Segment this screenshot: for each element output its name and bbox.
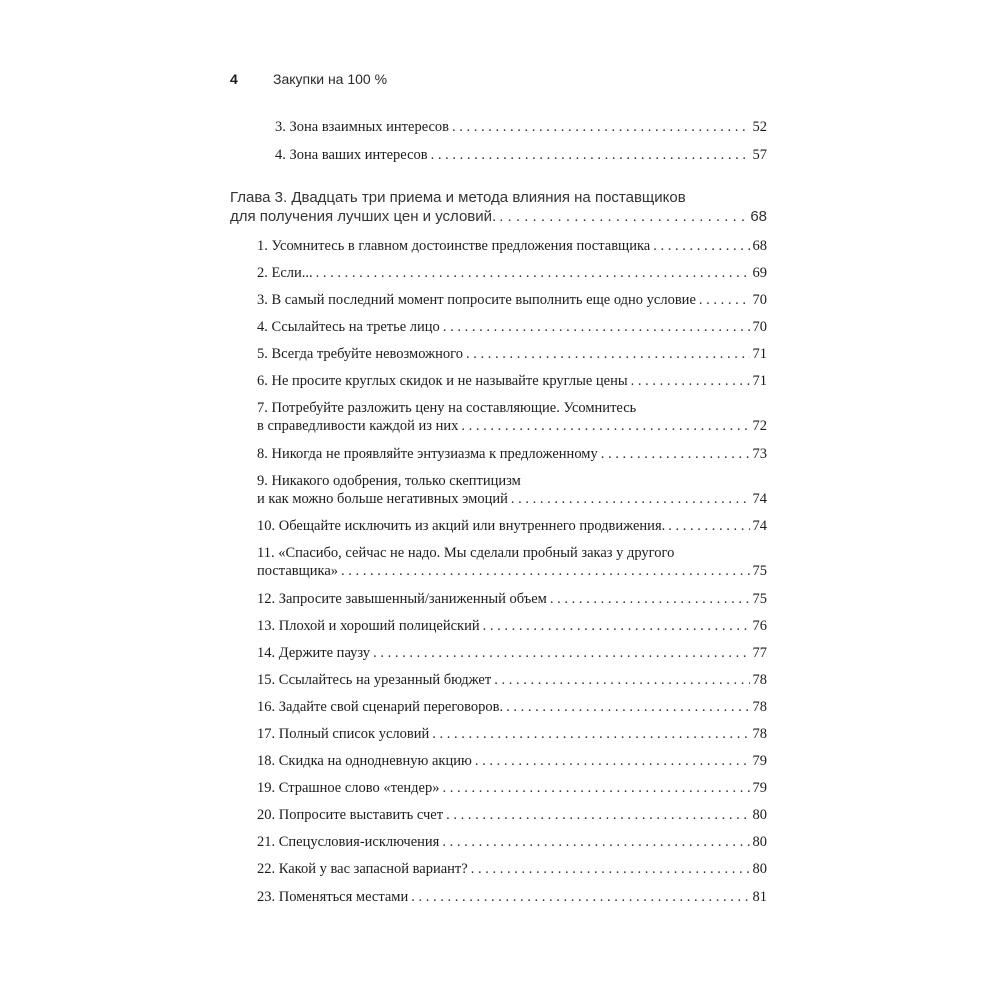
toc-entry-page: 77 [752, 645, 767, 661]
dot-leader [506, 698, 749, 716]
toc-entry [257, 644, 767, 662]
dot-leader [631, 372, 750, 390]
toc-entry [257, 888, 767, 906]
toc-entry [257, 698, 767, 716]
toc-entry-line [257, 472, 521, 490]
dot-leader [483, 617, 750, 635]
toc-entry [257, 417, 767, 435]
dot-leader [341, 562, 749, 580]
toc-entry [257, 617, 767, 635]
toc-entry-title: 13. Плохой и хороший полицейский [257, 618, 480, 634]
toc-entry-page: 76 [752, 618, 767, 634]
dot-leader [431, 146, 750, 164]
toc-entry-title: в справедливости каждой из них [257, 418, 459, 434]
dot-leader [601, 445, 750, 463]
toc-entry-page: 74 [752, 518, 767, 534]
chapter-title-line [230, 189, 686, 207]
page-number: 4 [230, 71, 238, 87]
toc-entry [275, 118, 767, 136]
dot-leader [466, 345, 750, 363]
toc-entry-page: 74 [752, 491, 767, 507]
toc-entry-page: 57 [752, 147, 767, 163]
toc-entry-page: 80 [752, 861, 767, 877]
toc-entry-page: 70 [752, 319, 767, 335]
toc-entry-title: 2. Если... [257, 265, 313, 281]
toc-entry-title: 3. В самый последний момент попросите выполнить еще одно условие [257, 292, 696, 308]
dot-leader [668, 517, 749, 535]
running-title: Закупки на 100 % [273, 71, 388, 87]
toc-entry [257, 372, 767, 390]
toc-entry-title: поставщика» [257, 563, 339, 579]
toc-entry-line [257, 544, 674, 562]
toc-entry [257, 237, 767, 255]
dot-leader [699, 291, 750, 309]
toc-entry-title: 14. Держите паузу [257, 645, 371, 661]
dot-leader [471, 860, 750, 878]
toc-entry-page: 73 [752, 446, 767, 462]
dot-leader [442, 833, 749, 851]
toc-entry-page: 70 [752, 292, 767, 308]
toc-entry-title: 8. Никогда не проявляйте энтузиазма к предложенному [257, 446, 598, 462]
toc-entry-title: 23. Поменяться местами [257, 889, 409, 905]
dot-leader [653, 237, 749, 255]
toc-entry-page: 80 [752, 807, 767, 823]
dot-leader [432, 725, 749, 743]
toc-entry-page: 75 [752, 563, 767, 579]
toc-entry [257, 264, 767, 282]
dot-leader [411, 888, 749, 906]
toc-entry-title: 19. Страшное слово «тендер» [257, 780, 440, 796]
toc-entry [257, 671, 767, 689]
toc-entry-title: 12. Запросите завышенный/заниженный объем [257, 591, 547, 607]
toc-entry-title: 17. Полный список условий [257, 726, 430, 742]
dot-leader [316, 264, 750, 282]
toc-entry [257, 806, 767, 824]
toc-entry-page: 68 [750, 208, 767, 225]
toc-entry-page: 71 [752, 373, 767, 389]
toc-entry [257, 345, 767, 363]
toc-entry-page: 78 [752, 726, 767, 742]
dot-leader [446, 806, 749, 824]
dot-leader [373, 644, 749, 662]
toc-entry-title: 6. Не просите круглых скидок и не называйте круглые цены [257, 373, 628, 389]
toc-entry [257, 445, 767, 463]
toc-entry-page: 78 [752, 699, 767, 715]
toc-entry-title: 9. Никакого одобрения, только скептицизм [257, 473, 521, 489]
toc-entry-page: 71 [752, 346, 767, 362]
toc-entry-title: 4. Зона ваших интересов [275, 147, 428, 163]
toc-entry-page: 68 [752, 238, 767, 254]
toc-entry-title: 21. Спецусловия-исключения [257, 834, 440, 850]
dot-leader [461, 417, 749, 435]
toc-entry [257, 490, 767, 508]
toc-entry [257, 860, 767, 878]
toc-entry [257, 590, 767, 608]
toc-entry-page: 81 [752, 889, 767, 905]
dot-leader [550, 590, 750, 608]
toc-entry-page: 75 [752, 591, 767, 607]
toc-entry-page: 79 [752, 780, 767, 796]
toc-entry-page: 52 [752, 119, 767, 135]
toc-entry [257, 517, 767, 535]
dot-leader [475, 752, 750, 770]
dot-leader [443, 318, 750, 336]
toc-entry-title: 5. Всегда требуйте невозможного [257, 346, 463, 362]
toc-entry-title: 22. Какой у вас запасной вариант? [257, 861, 468, 877]
toc-entry-title: и как можно больше негативных эмоций [257, 491, 508, 507]
dot-leader [511, 490, 750, 508]
toc-entry [257, 725, 767, 743]
toc-entry-line [257, 399, 636, 417]
toc-entry-title: 15. Ссылайтесь на урезанный бюджет [257, 672, 492, 688]
toc-entry [257, 833, 767, 851]
toc-entry-page: 69 [752, 265, 767, 281]
dot-leader [499, 208, 747, 226]
toc-entry [275, 146, 767, 164]
dot-leader [494, 671, 749, 689]
toc-entry [257, 318, 767, 336]
toc-entry [257, 562, 767, 580]
toc-entry [257, 779, 767, 797]
chapter-title [230, 208, 767, 226]
toc-entry-title: 1. Усомнитесь в главном достоинстве предложения поставщика [257, 238, 651, 254]
toc-entry [257, 752, 767, 770]
toc-entry-page: 80 [752, 834, 767, 850]
toc-entry-page: 78 [752, 672, 767, 688]
toc-entry-title: 4. Ссылайтесь на третье лицо [257, 319, 440, 335]
toc-entry-title: 20. Попросите выставить счет [257, 807, 444, 823]
toc-entry-title: 11. «Спасибо, сейчас не надо. Мы сделали пробный заказ у другого [257, 545, 675, 561]
toc-entry-title: 16. Задайте свой сценарий переговоров. [257, 699, 504, 715]
toc-entry-title: 7. Потребуйте разложить цену на составляющие. Усомнитесь [257, 400, 637, 416]
dot-leader [442, 779, 749, 797]
toc-entry-page: 72 [752, 418, 767, 434]
toc-entry-title: 3. Зона взаимных интересов [275, 119, 450, 135]
toc-entry [257, 291, 767, 309]
toc-entry-page: 79 [752, 753, 767, 769]
toc-entry-title: для получения лучших цен и условий. [230, 208, 497, 225]
toc-entry-title: Глава 3. Двадцать три приема и метода влияния на поставщиков [230, 189, 686, 206]
toc-entry-title: 18. Скидка на однодневную акцию [257, 753, 472, 769]
toc-entry-title: 10. Обещайте исключить из акций или внутреннего продвижения. [257, 518, 666, 534]
dot-leader [452, 118, 749, 136]
